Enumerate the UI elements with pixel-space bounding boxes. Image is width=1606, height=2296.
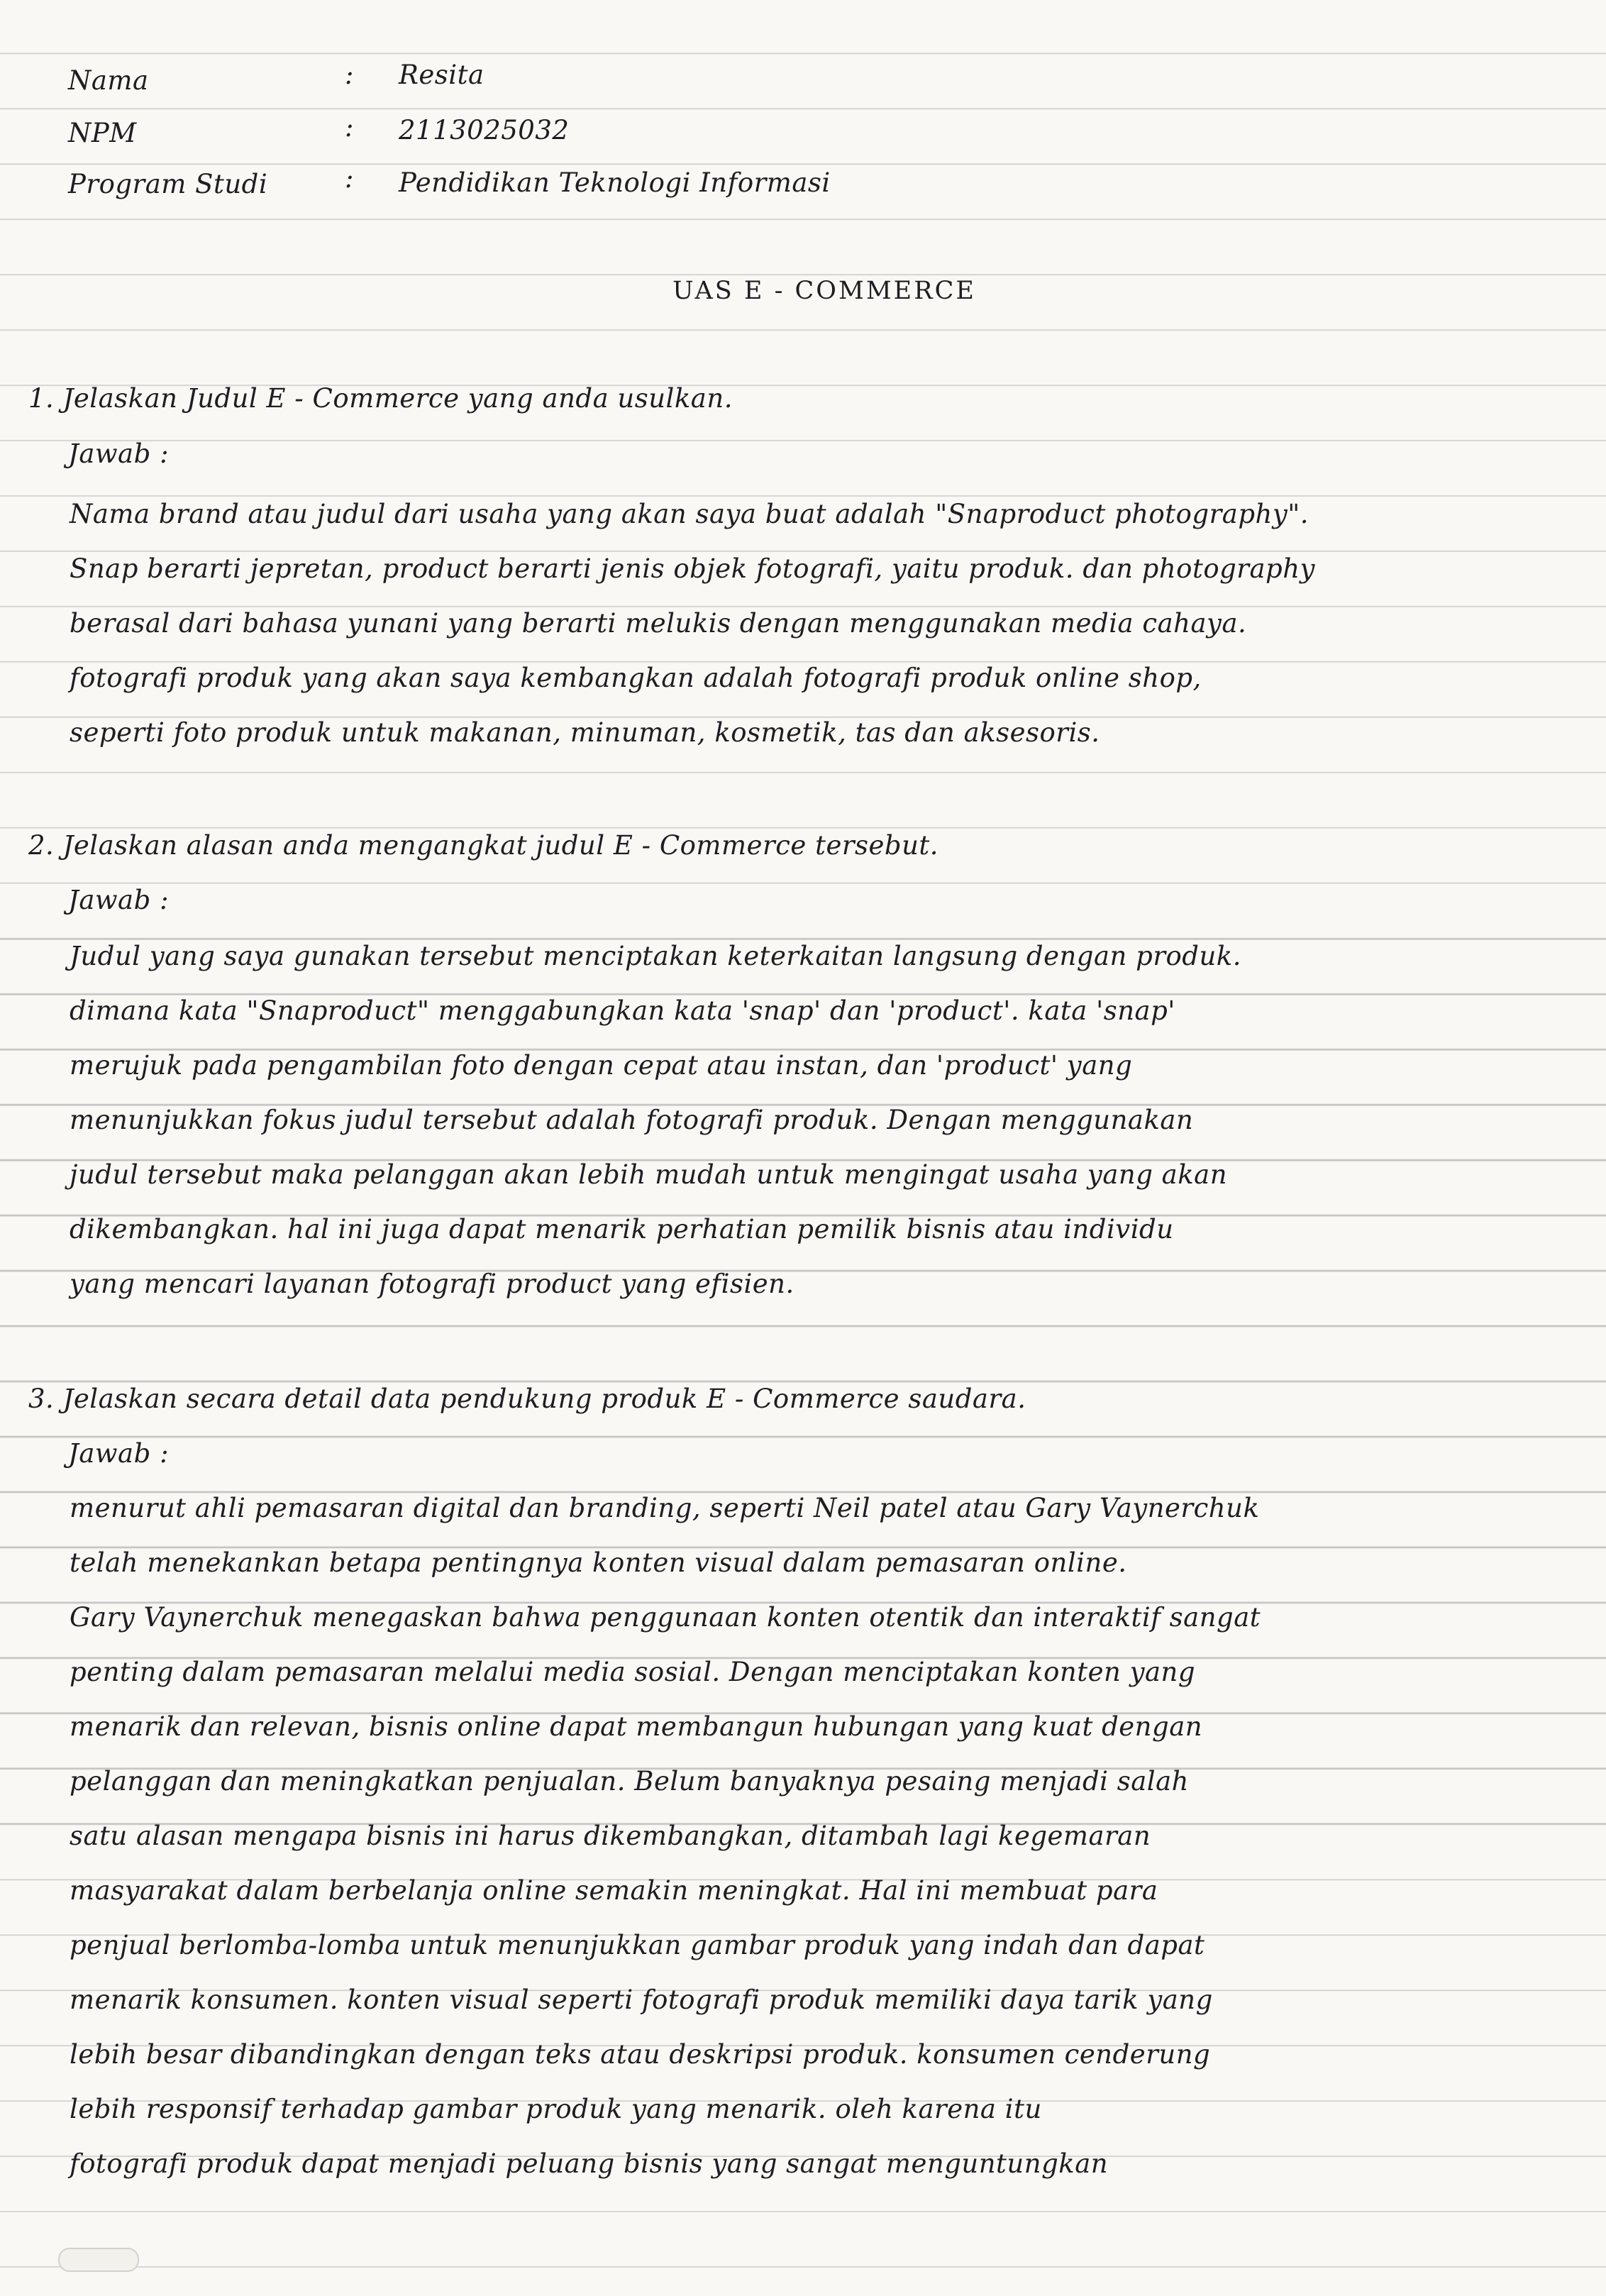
- answer-3-line-8: masyarakat dalam berbelanja online semakin meningkat. Hal ini membuat para: [70, 1875, 1158, 1906]
- answer-3-line-12: lebih responsif terhadap gambar produk yang menarik. oleh karena itu: [70, 2094, 1042, 2124]
- answer-3-line-11: lebih besar dibandingkan dengan teks atau deskripsi produk. konsumen cenderung: [70, 2039, 1211, 2070]
- answer-3-line-5: menarik dan relevan, bisnis online dapat membangun hubungan yang kuat dengan: [70, 1711, 1203, 1742]
- jawab-label-2: Jawab :: [68, 885, 170, 915]
- npm-value: 2113025032: [399, 115, 570, 145]
- answer-2-line-5: judul tersebut maka pelanggan akan lebih mudah untuk mengingat usaha yang akan: [70, 1159, 1228, 1190]
- answer-3-line-6: pelanggan dan meningkatkan penjualan. Belum banyaknya pesaing menjadi salah: [70, 1766, 1189, 1796]
- answer-2-line-1: Judul yang saya gunakan tersebut menciptakan keterkaitan langsung dengan produk.: [70, 941, 1241, 971]
- question-3: 3. Jelaskan secara detail data pendukung produk E - Commerce saudara.: [28, 1384, 1026, 1414]
- answer-2-line-4: menunjukkan fokus judul tersebut adalah fotografi produk. Dengan menggunakan: [70, 1105, 1194, 1135]
- program-colon: :: [345, 163, 354, 194]
- answer-1-line-4: fotografi produk yang akan saya kembangkan adalah fotografi produk online shop,: [70, 663, 1202, 693]
- question-2: 2. Jelaskan alasan anda mengangkat judul E - Commerce tersebut.: [28, 830, 939, 861]
- question-1: 1. Jelaskan Judul E - Commerce yang anda usulkan.: [28, 383, 733, 414]
- name-label: Nama: [68, 65, 149, 96]
- program-value: Pendidikan Teknologi Informasi: [399, 167, 831, 198]
- answer-3-line-3: Gary Vaynerchuk menegaskan bahwa penggunaan konten otentik dan interaktif sangat: [70, 1602, 1261, 1633]
- answer-3-line-13: fotografi produk dapat menjadi peluang bisnis yang sangat menguntungkan: [70, 2148, 1109, 2179]
- answer-3-line-7: satu alasan mengapa bisnis ini harus dikembangkan, ditambah lagi kegemaran: [70, 1821, 1151, 1851]
- answer-3-line-2: telah menekankan betapa pentingnya konten visual dalam pemasaran online.: [70, 1547, 1127, 1578]
- answer-1-line-2: Snap berarti jepretan, product berarti jenis objek fotografi, yaitu produk. dan photography: [70, 553, 1315, 584]
- answer-3-line-9: penjual berlomba-lomba untuk menunjukkan gambar produk yang indah dan dapat: [70, 1930, 1205, 1960]
- answer-2-line-6: dikembangkan. hal ini juga dapat menarik perhatian pemilik bisnis atau individu: [70, 1214, 1174, 1244]
- jawab-label-3: Jawab :: [68, 1438, 170, 1469]
- answer-3-line-4: penting dalam pemasaran melalui media sosial. Dengan menciptakan konten yang: [70, 1657, 1196, 1687]
- binder-hole: [58, 2248, 139, 2272]
- npm-label: NPM: [68, 118, 137, 148]
- name-colon: :: [345, 60, 354, 90]
- name-value: Resita: [399, 60, 484, 90]
- program-label: Program Studi: [68, 169, 268, 199]
- answer-1-line-5: seperti foto produk untuk makanan, minuman, kosmetik, tas dan aksesoris.: [70, 717, 1100, 748]
- answer-3-line-10: menarik konsumen. konten visual seperti fotografi produk memiliki daya tarik yang: [70, 1985, 1213, 2015]
- answer-1-line-3: berasal dari bahasa yunani yang berarti melukis dengan menggunakan media cahaya.: [70, 608, 1247, 639]
- answer-3-line-1: menurut ahli pemasaran digital dan branding, seperti Neil patel atau Gary Vaynerchuk: [70, 1493, 1260, 1523]
- npm-colon: :: [345, 112, 354, 143]
- jawab-label-1: Jawab :: [68, 438, 170, 469]
- answer-2-line-7: yang mencari layanan fotografi product yang efisien.: [70, 1269, 794, 1299]
- answer-1-line-1: Nama brand atau judul dari usaha yang akan saya buat adalah "Snaproduct photography".: [70, 499, 1309, 529]
- page-title: UAS E - COMMERCE: [672, 277, 976, 305]
- answer-2-line-2: dimana kata "Snaproduct" menggabungkan kata 'snap' dan 'product'. kata 'snap': [70, 995, 1175, 1026]
- answer-2-line-3: merujuk pada pengambilan foto dengan cepat atau instan, dan 'product' yang: [70, 1050, 1133, 1081]
